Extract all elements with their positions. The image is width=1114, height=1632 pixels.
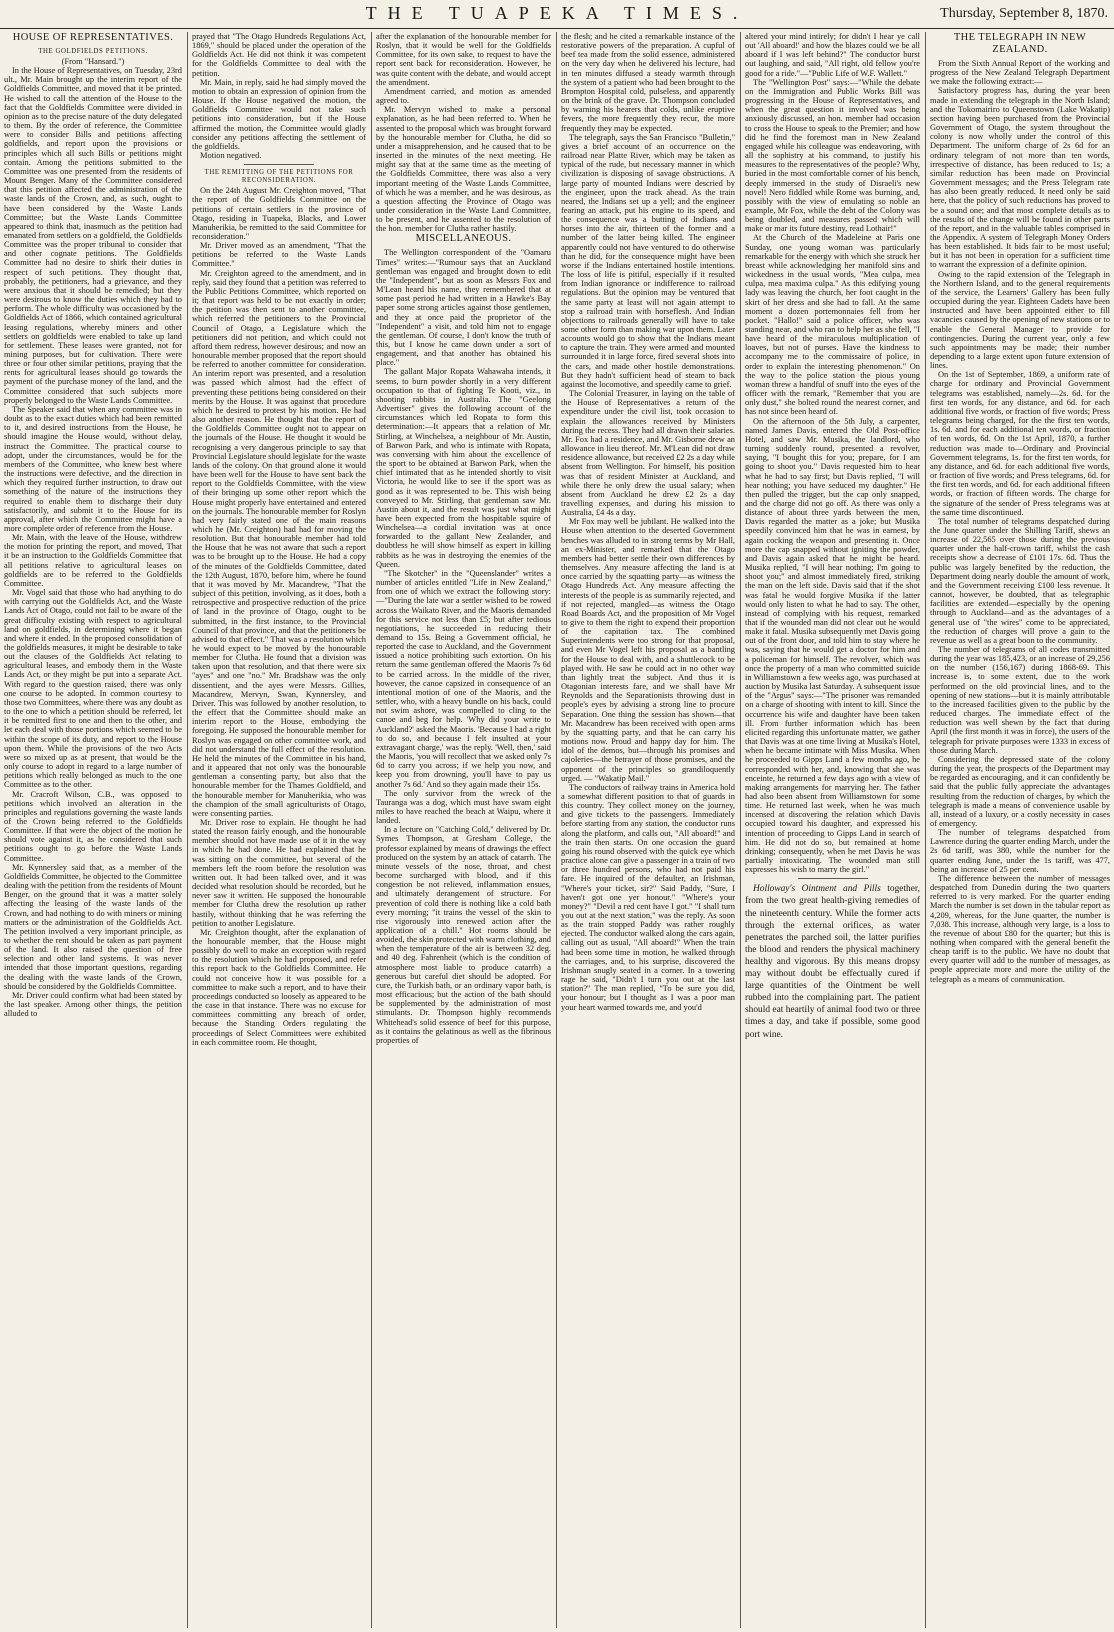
paragraph: The telegraph, says the San Francisco "Bulletin," gives a brief account of an occurrence on the railroad near Platte River, which may be taken as typical of the rude, but necessary manner in which civilization is disposing of savage obstructions. A large party of mounted Indians were descried by the engineer, upon the track ahead. As the train neared, the Indians set up a yell; and the engineer fearing an attack, put his engine to its speed, and the consequence was a butting of Indians and horses into the air, thirteen of the former and a number of the latter being killed. The engineer apparently could not have ventured to do otherwise than he did, for the consequence might have been worse if the Indians entertained hostile intentions. The loss of life is pitiful, especially if it resulted from Indian ignorance or indifference to railroad regulations. But the opinion may be ventured that the same party at least will not again attempt to stop a railroad train with horseflesh. And Indian objections to railroads generally will have to take some other form than making war upon them. Later accounts would go to show that the Indians meant to capture the train. They were armed and mounted surrounded it in large force, fired several shots into the cars, and made other hostile demonstrations. But they hadn't sufficient head of steam to back against the locomotive, and speedily came to grief. bbox=[561, 132, 735, 389]
paragraph: "The Skotcher" in the "Queenslander" writes a number of articles entitled "Life in New Zealand," from one of which we extract the following story:—"During the late war a settler wished to be rowed across the Waikato River, and the Maoris demanded for this service not less than £5; but after tedious negotiations, he succeeded in reducing their demand to 15s. Being a Government official, he reported the case to Auckland, and the Government issued a notice prohibiting such extortion. On his return the same gentleman offered the Maoris 7s 6d to be carried across. In the middle of the river, however, the canoe capsized in consequence of an intentional motion of one of the Maoris, and the settler, who, with a heavy bundle on his back, could not swim ashore, was compelled to cling to the canoe and beg for help. 'Why did your write to Auckland?' asked the Maoris. 'Because I had a right to do so, and because I felt insulted at your extravagant charge,' was the reply. 'Well, then,' said the Maoris, 'you will recollect that we asked only 7s 6d to carry you across; if we help you now, and keep you from drowning, you'll have to pay us another 7s 6d.' And so they again made their 15s. bbox=[376, 568, 551, 789]
paragraph: Mr. Driver could confirm what had been stated by the last speaker. Among other things, the petition alluded to bbox=[4, 990, 182, 1019]
section-rule bbox=[244, 164, 314, 165]
paragraph: The number of telegrams despatched from Lawrence during the quarter ending March, under the 2s 6d tariff, was 380, while the number for the quarter ending June, under the 1s tariff, was 477, being an increase of 25 per cent. bbox=[930, 828, 1110, 874]
paragraph: The Wellington correspondent of the "Oamaru Times" writes:—"Rumour says that an Auckland gentleman was engaged and brought down to edit the "Independent", but as soon as Messrs Fox and M'Lean heard his name, they remembered that at some past period he had written in a Hawke's Bay paper some strong articles against those gentlemen, and they at once paid the proprietor of the "Independent" a visit, and told him not to engage the gentleman. Of course, I don't know the truth of this, but I know he came down under a sort of engagement, and that another has obtained his place." bbox=[376, 248, 551, 368]
column-rule bbox=[740, 32, 741, 1628]
paragraph: Owing to the rapid extension of the Telegraph in the Northern Island, and to the general requirements of the service, the Learners' Gallery has been fully occupied during the year. Eighteen Cadets have been instructed and have been appointed either to fill vacancies caused by the opening of new stations or to enable the General Manager to provide for contingencies. During the current year, only a few such appointments may be made; their number depending to a large extent upon future extension of lines. bbox=[930, 269, 1110, 371]
paragraph: prayed that "The Otago Hundreds Regulations Act, 1869," should be placed under the operation of the Goldfields Act. He did not think it was competent for the Goldfields Committee to deal with the petition. bbox=[192, 32, 366, 78]
paragraph: On the 24th August Mr. Creighton moved, "That the report of the Goldfields Committee on the petitions of certain settlers in the province of Otago, residing in Tuapeka, Blacks, and Lower Manuherikia, be remitted to the said Committee for reconsideration." bbox=[192, 186, 366, 241]
article-headline: THE TELEGRAPH IN NEW ZEALAND. bbox=[953, 32, 1087, 55]
paragraph: Satisfactory progress has, during the year been made in extending the telegraph in the North Island; and the Tokomairiro to Queenstown (Lake Wakatip) section having been purchased from the Provincial Government of Otago, the system throughout the colony is now wholly under the control of this Department. The uniform charge of 2s 6d for an ordinary telegram of not more than ten words, irrespective of distance, has been reduced to 1s; a similar reduction has been made on Provincial Government messages; and the Press Telegram rate has also been greatly reduced. It need only be said here, that the policy of such reductions has proved to be a sound one; and that most complete details as to the results of the change will be found in other parts of the report, and in the valuable tables comprised in the Appendix. A system of Telegraph Money Orders has been established. It bids fair to be most useful; but it has not been in operation for a sufficient time to warrant the expression of a definite opinion. bbox=[930, 86, 1110, 270]
paragraph: From the Sixth Annual Report of the working and progress of the New Zealand Telegraph Department we make the following extract:— bbox=[930, 59, 1110, 87]
masthead bbox=[0, 0, 1114, 29]
paragraph: At the Church of the Madeleine at Paris one Sunday, one young woman was particularly remarkable for the energy with which she struck her breast while acknowledging her manifold sins and wickedness in the usual words, "Mea culpa, mea culpa, mea maxima culpa." As this edifying young lady was leaving the church, her foot caught in the skirt of her dress and she had to fall. At the same moment a dozen portemonnaies fell from her pocket. "Hallo!" said a police officer, who was standing near, and who ran to help her as she fell, "I have heard of the miraculous multiplication of loaves, but not of purses. Have the kindness to accompany me to the commissaire of police, in order to explain the interesting phenomenon." On the way to the police station the pious young woman threw a handful of snuff into the eyes of the officer with the remark, "Remember that you are only dust," she bolted round the nearest corner, and has not since been heard of. bbox=[745, 233, 920, 417]
paragraph: Mr. Cracroft Wilson, C.B., was opposed to petitions which involved an alteration in the principles and regulations governing the waste lands of the Crown being referred to the Goldfields Committee. If that were the object of the motion he should vote against it, as he considered that such petitions ought to go before the Waste Lands Committee. bbox=[4, 789, 182, 863]
masthead-date: Thursday, September 8, 1870. bbox=[940, 6, 1108, 21]
column-5 bbox=[745, 32, 920, 1628]
article-headline: HOUSE OF REPRESENTATIVES. bbox=[12, 32, 174, 43]
paragraph: In the House of Representatives, on Tuesday, 23rd ult., Mr. Main brought up the interim report of the Goldfields Committee, and moved that it be printed. He wished to call the attention of the House to the fact that the Goldfields Committee were divided in opinion as to the precise nature of the duty delegated to them. By the order of reference, the Committee were to consider Bills and petitions affecting goldfields, and report upon the provisions or principles which all such Bills or petitions might contain. Among the petitions submitted to the Committee was one presented from the residents of Mount Benger. Many of the Committee considered that this petition affected the administration of the waste lands of the Crown, and, as such, ought to have been considered by the Waste Lands Committee; but the Waste Lands Committee appeared to think that, inasmuch as the petition had emanated from settlers on a goldfield, the Goldfields Committee was the proper tribunal to consider that and other cognate petitions. The Goldfields Committee had no desire to shirk their duties in respect of such petitions. They thought that, probably, the petitioners, had a grievance, and they were anxious that it should be remedied; but they were desirous to know the duties which they had to perform. The whole difficulty was occasioned by the Goldfields Act of 1866, which contained agricultural leasing regulations, whereby miners and other settlers on goldfields were enabled to take up land for settlement. These leases were granted, not for mining purposes, but for cultivation. There were three or four other similar petitions, praying that the rents for agricultural leases should go towards the payment of the purchase money of the land, and the Committee considered that such subjects more properly belonged to the Waste Lands Committee. bbox=[4, 66, 182, 405]
column-rule bbox=[187, 32, 188, 1628]
paragraph: Mr. Driver rose to explain. He thought he had stated the reason fairly enough, and the honourable member should not have made use of it in the way in which he had done. He had explained that he was sitting on the committee, but several of the members left the room before the resolution was written out. It had been talked over, and it was decided what resolution should be recorded, but he never saw it written. He supposed the honourable member for Clutha drew the resolution up rather hastily, without thinking that he was referring the petition to another Legislature. bbox=[192, 817, 366, 928]
column-4 bbox=[561, 32, 735, 1628]
paragraph: The total number of telegrams despatched during the June quarter under the Shilling Tariff, shews an increase of 22,565 over those during the previous quarter under the half-crown tariff, whilst the cash receipts show a decrease of £101 17s. 6d. Thus the public was largely benefited by the reduction, the Department doing nearly double the amount of work, and the Government receiving £100 less revenue. It cannot, however, be doubted, that as telegraphic facilities are extended—especially by the opening through to Auckland—and as the advantages of a general use of "the wires" come to be appreciated, the reduction of charges will prove a gain to the revenue as well as a great boon to the community. bbox=[930, 516, 1110, 645]
paragraph: Mr. Mervyn wished to make a personal explanation, as he had been referred to. When he assented to the proposal which was brought forward by the honourable member for Clutha, he did so under a misapprehension, and he caused that to be inserted in the minutes of the next meeting. He might say that at the same time as the meeting of the Goldfields Committee, there was also a very important meeting of the Waste Lands Committee, of which he was a member, and he was desirous, as a question affecting the Province of Otago was under consideration in the Waste Land Committee, to be present, and he assented to the resolution of the hon. member for Clutha rather hastily. bbox=[376, 105, 551, 234]
column-3 bbox=[376, 32, 551, 1628]
paragraph: Mr. Main, in reply, said he had simply moved the motion to obtain an expression of opinion from the House. If the House negatived the motion, the Goldfields Committee would not take such petitions into consideration, but if the House affirmed the motion, the Committee would gladly consider any petitions affecting the settlement of the goldfields. bbox=[192, 77, 366, 151]
paragraph: Mr. Vogel said that those who had anything to do with carrying out the Goldfields Act, and the Waste Lands Act of Otago, could not fail to be aware of the great difficulty existing with respect to agricultural land on goldfields, in determining where it began and where it ended. In the proposed consolidation of the goldfields measures, it might be desirable to take out the clauses of the Goldfields Act relating to agricultural leases, and embody them in the Waste Lands Act, or they might be put into a separate Act. With regard to the question raised, there was only one course to be adopted. In common courtesy to those two Committees, where there was any doubt as to the one to which a petition should be referred, let it be remitted first to one and then to the other, and let each deal with those portions which seemed to be within the scope of its duty, and report to the House upon them. While the provisions of the two Acts were so mixed up as at present, that would be the only course to adopt in regard to a large number of petitions which really belonged as much to the one Committee as to the other. bbox=[4, 588, 182, 790]
paragraph: Considering the depressed state of the colony during the year, the prospects of the Department may be regarded as encouraging, and it can confidently be said that the public fully appreciate the advantages resulting from the reduction of charges, by which the telegraph is made a means of convenience usable by all, instead of a luxury, or a costly necessity in cases of emergency. bbox=[930, 754, 1110, 828]
paragraph: Mr. Main, with the leave of the House, withdrew the motion for printing the report, and moved, That it be an instruction to the Goldfields Committee that all petitions relative to agricultural leases on goldfields are to be referred to the Goldfields Committee. bbox=[4, 533, 182, 588]
paragraph: The number of telegrams of all codes transmitted during the year was 185,423, or an increase of 29,256 on the number (156,167) during 1868-69. This increase is, to some extent, due to the work performed on the old provincial lines, and to the opening of new stations—but it is mainly attributable to the increased facilities given to the public by the reduced charges. The immediate effect of the reduction was well shewn by the fact that during April (the first month it was in force), the users of the telegraph for private purposes were 1333 in excess of those during March. bbox=[930, 645, 1110, 755]
article-subhead: THE GOLDFIELDS PETITIONS. bbox=[38, 48, 148, 55]
paragraph: Mr. Creighton thought, after the explanation of the honourable member, that the House might possibly do well to make an exception with regard to the resolution which he had proposed, and refer this report back to the Goldfields Committee. He could not conceive how it was possible for a committee to make such a report, and to have their proceedings conducted so loosely as appeared to be the case in that instance. There was no excuse for committees committing any breach of order, because the Standing Orders regulating the proceedings of Select Committees were exhibited in each committee room. He thought, bbox=[192, 927, 366, 1047]
paragraph: Mr. Creighton agreed to the amendment, and in reply, said they found that a petition was referred to the Public Petitions Committee, which reported on it; that report was held to be not exactly in order; the petition was then sent to another committee, which referred the petitioners to the Provincial Council of Otago, a Legislature which the petitioners did not petition, and which could not afford them redress, however desirous; and now an honourable member proposed that the report should be referred to another committee for consideration. An interim report was presented, and a resolution was passed which almost had the effect of preventing these petitions being considered on their merits by the House. It was against that procedure which he desired to protest by his motion. He had also another reason. He thought that the report of the Goldfields Committee ought not to appear on the journals of the House. He thought it would be recognising a very dangerous principle to say that Provincial Legislature should legislate for the waste lands of the colony. On that ground alone it would have been well for the House to have sent back the report to the Goldfields Committee, with the view of their bringing up some other report which the House might properly have entertained and entered on the journals. The honourable member for Roslyn had very fairly stated one of the main reasons which he (Mr. Creighton) had had for moving the resolution. But that honourable member had told the House that he was not aware that such a report was to be brought up to the House. He had a copy of the minutes of the Goldfields Committee, dated the 12th August, 1870, before him, where he found that it was moved by Mr. Macandrew, "That the subject of this petition, involving, as it does, both a retrospective and prospective reduction of the price of land in the province of Otago, ought to be submitted, in the first instance, to the Provincial Council of that province, and that the petitioners be advised to that effect." That was a resolution which he would expect to be moved by the honourable member for Clutha. He found that a division was taken upon that resolution, and that there were six "ayes" and one "no." Mr. Bradshaw was the only dissentient, and the ayes were Messrs. Gillies, Macandrew, Mervyn, Swan, Kynnersley, and Driver. This was followed by another resolution, to the effect that the Committee should make an interim report to the House, embodying the foregoing. He supposed the honourable member for Roslyn was engaged on other committee work, and did not understand the full effect of the resolution. He held the minutes of the Committee in his hand, and it appeared that not only was the honourable gentleman a consenting party, but also that the honourable member for the Thames Goldfield, and the honourable member for Manuherikia, who was the champion of the small agriculturists of Otago, were consenting parties. bbox=[192, 268, 366, 818]
paragraph: Amendment carried, and motion as amended agreed to. bbox=[376, 86, 551, 106]
paragraph: The Speaker said that when any committee was in doubt as to the exact duties which had been remitted to it, and desired instructions from the House, he should imagine the House would, without delay, instruct the Committee. The practical course to adopt, under the circumstances, would be for the members of the Committee, who knew best where the instructions were defective, and the direction in which they required further instruction, to draw out something of the nature of the instructions they required to enable them to discharge their duty satisfactorily, and submit it to the House for its approval, after which the Committee might have a more complete order of reference from the House. bbox=[4, 404, 182, 533]
article-subhead: THE REMITTING OF THE PETITIONS FOR RECONSIDERATION. bbox=[204, 169, 354, 185]
paragraph: The only survivor from the wreck of the Tauranga was a dog, which must have swam eight miles to have reached the beach at Waipu, where it landed. bbox=[376, 788, 551, 826]
paragraph: altered your mind intirely; for didn't I hear ye call out 'All aboard!' and how the blazes could we be all aboard if I was left behind?" The conductor burst out laughing, and said, "All right, old fellow you're good for a ride."—"Public Life of W.F. Wallett." bbox=[745, 32, 920, 78]
paragraph: On the afternoon of the 5th July, a carpenter, named James Davis, entered the Old Post-office Hotel, and saw Mr. Musika, the landlord, who turning suddenly round, presented a revolver, saying, "I bought this for you; prepare, for I am going to shoot you." Davis requested him to hear what he had to say first; but Davis replied, "I will hear nothing; you have seduced my daughter." He then pulled the trigger, but the cap only snapped, and the charge did not go off. As there was only a distance of about three yards between the men, Davis regarded the matter as a joke; but Musika speedily convinced him that he was in earnest, by again cocking the weapon and presenting it. Once more the cap snapped without igniting the powder, and Davis again asked that he might be heard. Musika replied, "I will hear nothing; I'm going to shoot you;" and almost immediately fired, striking the man on the left side. Davis said that if the shot was fatal he would forgive Musika if the latter would only listen to what he had to say. The other, instead of complying with his request, remarked that if the wounded man did not clear out he would make it fatal. Musika subsequently met Davis going out of the front door, and told him to stay where he was, saying that he would get a doctor for him and a policeman for himself. The revolver, which was once the property of a man who committed suicide in Williamstown a few weeks ago, was purchased at auction by Musika last Saturday. A subsequent issue of the "Argus" says:—"The prisoner was remanded on a charge of shooting with intent to kill. Since the occurrence his wife and daughter have been taken ill. From further information which has been elicited regarding this unfortunate matter, we gather that Davis was at one time living at Musika's Hotel, when he became intimate with Miss Musika. When he proceeded to Gipps Land a few months ago, he corresponded with her, and, knowing that she was enceinte, he returned a few days ago with a view of making arrangements for marrying her. The father had also been absent from Williamstown for some time. He returned last week, when he was much incensed at discovering the relation which Davis occupied toward his daughter, and expressed his intention of proceeding to Gipps Land in search of him. He did not do so, but remained at home drinking; consequently, when he met Davis he was partially intoxicating. The wounded man still expresses his wish to marry the girl." bbox=[745, 416, 920, 875]
paragraph: The conductors of railway trains in America hold a somewhat different position to that of guards in this country. They collect money on the journey, and give tickets to the passengers. Immediately before starting from any station, the conductor runs along the platform, and calls out, "All aboard!" and the train then starts. On one occasion the guard going his round observed with the quick eye which practice alone can give a passenger in a train of two or three hundred persons, who had not paid his fare. He inquired of the defaulter, an Irishman, "Where's your ticket, sir?" Said Paddy, "Sure, I haven't got one yer honour." "Where's your money?" "Devil a red cent have I got." "I shall turn you out at the next station," was the reply. As soon as the train stopped Paddy was rather roughly ejected. The conductor walked along the cars again, calling out as usual, "All aboard!" When the train had been some time in motion, he walked through the carriages, and, to his surprise, discovered the Irishman snugly seated in a corner. In a towering rage he said, "Didn't I turn you out at the last station?" The man replied, "To be sure you did, your honour; but I thought as I was a poor man your heart warmed towards me, and you'd bbox=[561, 782, 735, 1012]
section-rule bbox=[798, 878, 868, 879]
paragraph: Mr. Driver moved as an amendment, "That the petitions be referred to the Waste Lands Committee." bbox=[192, 241, 366, 269]
column-rule bbox=[556, 32, 557, 1628]
column-rule bbox=[371, 32, 372, 1628]
paragraph: On the 1st of September, 1869, a uniform rate of charge for ordinary and Provincial Government telegrams was established, namely—2s. 6d. for the first ten words, for any distance, and 6d. for each additional five words, or fraction of five words; Press telegrams being charged, for the the first ten words, 1s. 6d. and for each additional ten words, or fraction of ten words, 6d. On the 1st April, 1870, a further reduction was made to—Ordinary and Provincial Government telegrams, 1s. for the first ten words, for any distance, and 6d. for each additional five words, or fraction of five words; and Press telegrams, 6d. for the first ten words, and 6d. for each additional fifteen words, or fraction of fifteen words. The charge for the signature of the sender of Press telegrams was at the same time discontinued. bbox=[930, 370, 1110, 517]
column-6 bbox=[930, 32, 1110, 1628]
column-2 bbox=[192, 32, 366, 1628]
masthead-title: THE TUAPEKA TIMES. bbox=[365, 3, 749, 23]
paragraph: In a lecture on "Catching Cold," delivered by Dr. Symes Thompson, at Gresham College, the professor explained by means of drawings the effect produced on the system by an attack of catarrh. The minute vessels of the nose, throat, and chest become surcharged with blood, and if this congestion be not relieved, inflammation ensues, and ultimately derangement of structure. For prevention of cold there is nothing like a cold bath every morning; "it trains the vessel of the skin to rise vigorously into renewed action after the application of a chill." Hot rooms should be avoided, the skin protected with warm clothing, and when the temperature of the air is between 32 deg. and 40 deg. Fahrenheit (which is the condition of atmosphere most liable to produce catarrh) a generous but careful diet should be adopted. For cure, the Turkish bath, or an ordinary vapor bath, is most efficacious; but the action of the bath should be supplemented by the administration of most stimulants. Dr. Thompson highly recommends Whitehead's solid essence of beef for this purpose, as it contains the gelatinous as well as the fibrinous properties of bbox=[376, 825, 551, 1045]
paragraph: Mr. Kynnersley said that, as a member of the Goldfields Committee, he objected to the Committee dealing with the petition from the residents of Mount Benger, on the ground that it was a matter solely affecting the leasing of the waste lands of the Crown, and had nothing to do with miners or mining matters or the administration of the Goldfields Act. The petition involved a very important principle, as to whether the rent should be taken as part payment of the land. It also raised the question of free selection and other land systems. It was never intended that those important questions, regarding the dealing with the waste lands of the Crown, should be considered by the Goldfields Committee. bbox=[4, 862, 182, 991]
paragraph: The difference between the number of messages despatched from Dunedin during the two quarters referred to is very marked. For the quarter ending March the number is set down in the tabular report as 4,209, whereas, for the June quarter, the number is 7,038. This increase, although very large, is a loss to the revenue of about £80 for the quarter; but this is nothing when compared with the general benefit the cheap tariff is to the public. We have no doubt that every quarter will add to the number of messages, as people appreciate more and more the utility of the telegraph as a means of communication. bbox=[930, 873, 1110, 984]
paragraph: The gallant Major Ropata Wahawaha intends, it seems, to burn powder shortly in a very different occupation to that of fighting Te Kooti, viz., in shooting rabbits in Australia. The "Geelong Advertiser" gives the following account of the circumstances which led Ropata to form this determination:—It appears that a relation of Mr. Stirling, at Winchelsea, a neighbour of Mr. Austin, of Barwon Park, and who is intimate with Ropata, was conversing with him about the excellence of the sport to be obtained at Barwon Park, when the chief intimated that as he intended shortly to visit Victoria, he would like to see if the sport was as good as it was represented to be. This wish being conveyed to Mr. Stirling, that gentleman saw Mr. Austin about it, and the result was just what might have been expected from the hospitable squire of Winchelsea—a cordial invitation was at once forwarded to the gallant New Zealander, and doubtless he will show himself as expert in killing rabbits as he was in destroying the enemies of the Queen. bbox=[376, 367, 551, 569]
paragraph: the flesh; and he cited a remarkable instance of the restorative powers of the preparation. A cupful of beef tea made from the solid essence, administered on the very day when he delivered his lecture, had in ten minutes diffused a steady warmth through the system of a patient who had been brought to the Brompton Hospital cold, pulseless, and apparently on the brink of the grave. Dr. Thompson concluded by warning his hearers that colds, unlike eruptive fevers, the more frequently they recur, the more frequently they may be expected. bbox=[561, 32, 735, 133]
advertisement: Holloway's Ointment and Pills together, from the two great health-giving remedies of the nineteenth century. While the former acts through the external orifices, as water penetrates the parched soil, the latter purifies the blood and renders the physical machinery healthy and vigorous. By this means dropsy may without doubt be effectually cured if large quantities of the Ointment be well rubbed into the complaining part. The patient should eat heartily of animal food two or three times a day, and take if possible, some good port wine. bbox=[745, 884, 920, 1040]
column-1 bbox=[4, 32, 182, 1628]
paragraph: Motion negatived. bbox=[200, 151, 262, 161]
column-rule bbox=[925, 32, 926, 1628]
paragraph: The Colonial Treasurer, in laying on the table of the House of Representatives a return of the expenditure under the civil list, took occasion to explain the allowances received by Ministers during the recess. They had all drawn their salaries. Mr. Fox had a residence, and Mr. Gisborne drew an allowance in lieu thereof. Mr. M'Lean did not draw residence allowance, but received £2 2s a day while absent from Wellington. For himself, his position was that of resident Minister at Auckland, and while there he only drew the usual salary; when absent from Auckland he drew £2 2s a day travelling expenses, and during his mission to Australia, £4 4s a day. bbox=[561, 389, 735, 518]
paragraph: Mr Fox may well be jubilant. He walked into the House when attention to the deserted Government benches was alluded to in strong terms by Mr Hall, an ex-Minister, and remarked that the Otago members had better settle their own differences by themselves. Any measure affecting the land is at once carried by the squatting party—as witness the Otago Hundreds Act. Any measure affecting the interests of the people is as summarily rejected, and if not rejected, mangled—as witness the Otago Road Boards Act, and the proposition of Mr Vogel to give to them the right to expend their proportion of the capitation tax. The combined Superintendents were too strong for that proposal, and even Mr Vogel left his proposal as a bantling for the House to deal with, and a shuttlecock to be played with. He saw he could act in no other way than lightly treat the subject. And thus it is Otagonian interests fare, and we shall have Mr Reynolds and the Separationists throwing dust in people's eyes by advising a strong line to procure Separation. One thing the session has shown—that Mr. Macandrew has been received with open arms by the squatting party, and that he can carry his motions now. Proud and happy day for him. The idol of the demos, but—through his promises and cajoleries—the betrayer of those promises, and the opponent of the principles so grandiloquently urged. — "Wakatip Mail." bbox=[561, 517, 735, 783]
article-credit: (From "Hansard.") bbox=[61, 57, 125, 66]
paragraph: The "Wellington Post" says:—"While the debate on the Immigration and Public Works Bill was progressing in the House of Representatives, and when the great question it involved was being anxiously discussed, an hon. member had occasion to cross the House to speak to the Premier; and how did he find the foremost man in New Zealand engaged while his colleague was endeavoring, with all the sophistry at his command, to justify his measures to the representatives of the people? Why, buried in the most comfortable corner of his bench, deeply immersed in the study of Disraeli's new novel! Nero fiddled while Rome was burning, and, possibly with the view of emulating so noble an example, Mr Fox, while the debt of the Colony was being doubled, and measures passed which will make or mar its future destiny, read Lothair!" bbox=[745, 77, 920, 234]
article-headline: MISCELLANEOUS. bbox=[415, 233, 512, 245]
paragraph: after the explanation of the honourable member for Roslyn, that it would be well for the Goldfields Committee, for its own sake, to request to have the report sent back for reconsideration. However, he was quite content with the debate, and would accept the amendment. bbox=[376, 32, 551, 87]
